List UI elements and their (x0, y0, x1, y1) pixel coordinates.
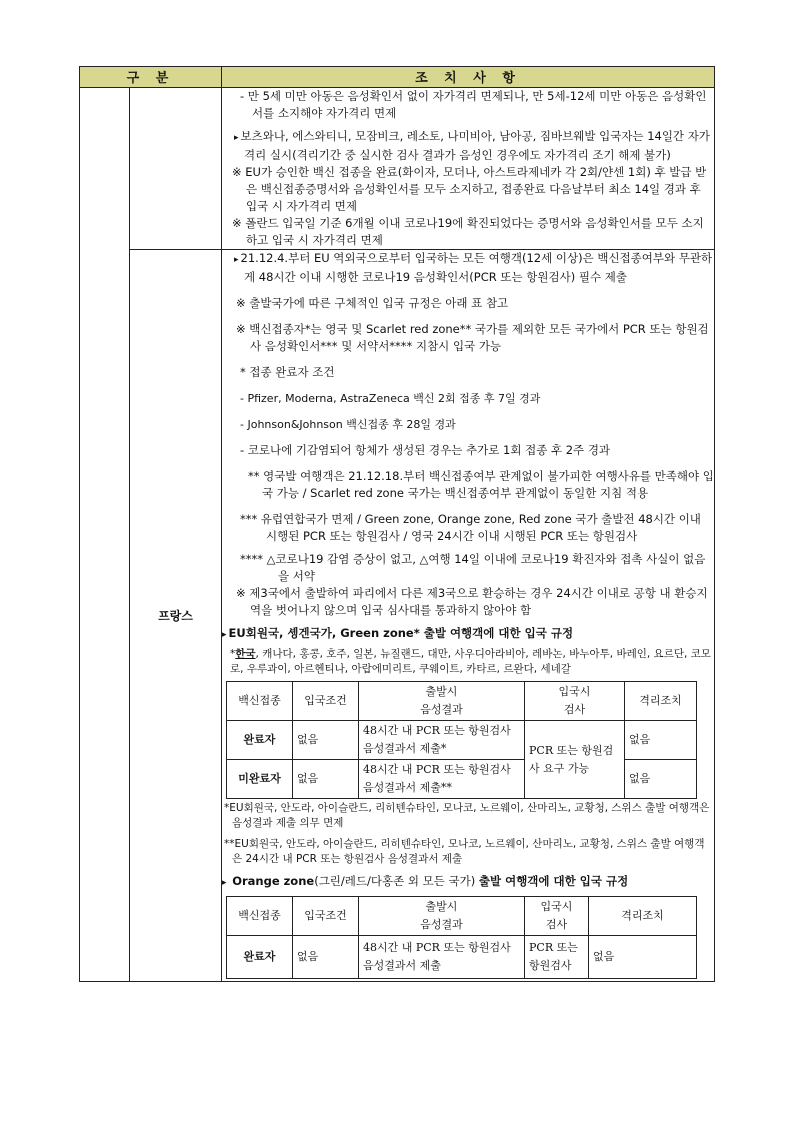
th2-quarantine: 격리조치 (589, 897, 697, 936)
cell-quarantine-1: 없음 (625, 721, 697, 760)
france-footnote-test: *** 유럽연합국가 면제 / Green zone, Orange zone, Red zone 국가 출발전 48시간 이내 시행된 PCR 또는 항원검사 / 영국 24시간 이내 시행된 PCR 또는 항원검사 (240, 512, 701, 543)
header-row (80, 67, 715, 88)
previous-measures (222, 88, 715, 250)
cell-condition-1: 없음 (293, 721, 359, 760)
measures-table (79, 66, 715, 982)
th-entry-test: 입국시 검사 (525, 682, 625, 721)
cell2-vaccinated: 완료자 (227, 936, 293, 979)
france-measures (222, 250, 715, 982)
footnote-exempt: *EU회원국, 안도라, 아이슬란드, 리히텐슈타인, 모나코, 노르웨이, 산마리노, 교황청, 스위스 출발 여행객은 음성결과 제출 의무 면제 (224, 802, 710, 829)
th2-departure-result: 출발시 음성결과 (359, 897, 525, 936)
th-vaccination: 백신접종 (227, 682, 293, 721)
southern-africa-quarantine: ▸ 보츠와나, 에스와티니, 모잠비크, 레소토, 나미비아, 남아공, 짐바브웨발 입국자는 14일간 자가격리 실시(격리기간 중 실시한 검사 결과가 음성인 경우에도 자가격리 조기 해제 불가) (222, 128, 714, 164)
cell-condition-2: 없음 (293, 760, 359, 799)
orange-table-header (227, 897, 697, 936)
th2-vaccination: 백신접종 (227, 897, 293, 936)
green-zone-table (226, 681, 697, 799)
cell-result-1: 48시간 내 PCR 또는 항원검사 음성결과서 제출* (359, 721, 525, 760)
france-intro: ▸ 21.12.4.부터 EU 역외국으로부터 입국하는 모든 여행객(12세 이상)은 백신접종여부와 무관하게 48시간 이내 시행한 코로나19 음성확인서(PCR 또는 항원검사) 필수 제출 (222, 250, 714, 286)
france-note-vaccinated: ※ 백신접종자*는 영국 및 Scarlet red zone** 국가를 제외한 모든 국가에서 PCR 또는 항원검사 음성확인서*** 및 서약서**** 지참시 입국 가능 (236, 322, 709, 353)
france-orange-title (222, 873, 714, 892)
france-cond-2: - Johnson&Johnson 백신접종 후 28일 경과 (240, 418, 456, 431)
th-departure-result: 출발시 음성결과 (359, 682, 525, 721)
cell-result-2: 48시간 내 PCR 또는 항원검사 음성결과서 제출** (359, 760, 525, 799)
green-korea: 한국 (235, 648, 256, 660)
cell-vaccinated: 완료자 (227, 721, 293, 760)
row-france (80, 250, 715, 982)
cell2-result: 48시간 내 PCR 또는 항원검사 음성결과서 제출 (359, 936, 525, 979)
cell-quarantine-2: 없음 (625, 760, 697, 799)
cell-unvaccinated: 미완료자 (227, 760, 293, 799)
green-star: * (230, 648, 236, 660)
th2-entry-condition: 입국조건 (293, 897, 359, 936)
green-rest: , 캐나다, 홍콩, 호주, 일본, 뉴질랜드, 대만, 사우디아라비아, 레바논, 바누아투, 바레인, 요르단, 코모로, 우루과이, 아르헨티나, 아랍에미리트, 쿠웨이트, 카타르, 르완다, 세네갈 (230, 648, 711, 675)
france-note-table: ※ 출발국가에 따른 구체적인 입국 규정은 아래 표 참고 (236, 296, 509, 310)
row-previous-country (80, 88, 715, 250)
cell2-quarantine: 없음 (589, 936, 697, 979)
header-category: 구 분 (80, 67, 222, 88)
france-green-countries (222, 647, 714, 677)
th2-entry-test: 입국시 검사 (525, 897, 589, 936)
eu-vaccine-exemption: ※ EU가 승인한 백신 접종을 완료(화이자, 모더나, 아스트라제네카 각 2회/얀센 1회) 후 발급 받은 백신접종증명서와 음성확인서를 모두 소지하고, 접종완료 다음날부터 최소 14일 경과 후 입국 시 자가격리 면제 (232, 165, 707, 213)
poland-recovery-exemption: ※ 폴란드 입국일 기준 6개월 이내 코로나19에 확진되었다는 증명서와 음성확인서를 모두 소지하고 입국 시 자가격리 면제 (232, 216, 704, 247)
th-entry-condition: 입국조건 (293, 682, 359, 721)
orange-zone-desc: (그린/레드/다홍존 외 모든 국가) (314, 874, 479, 888)
orange-zone-rule: 출발 여행객에 대한 입국 규정 (478, 874, 629, 888)
footnote-24h: **EU회원국, 안도라, 아이슬란드, 리히텐슈타인, 모나코, 노르웨이, 산마리노, 교황청, 스위스 출발 여행객은 24시간 내 PCR 또는 항원검사 음성결과서 제출 (224, 838, 705, 865)
france-cond-1: - Pfizer, Moderna, AstraZeneca 백신 2회 접종 후 7일 경과 (240, 392, 541, 405)
green-row-unvaccinated (227, 760, 697, 799)
france-footnote-uk: ** 영국발 여행객은 21.12.18.부터 백신접종여부 관계없이 불가피한 여행사유를 만족해야 입국 가능 / Scarlet red zone 국가는 백신접종여부 관계없이 동일한 지침 적용 (248, 469, 714, 500)
cell2-condition: 없음 (293, 936, 359, 979)
cell2-entry-test: PCR 또는 항원검사 (525, 936, 589, 979)
cell-entry-test: PCR 또는 항원검사 요구 가능 (525, 721, 625, 799)
france-note-transit: ※ 제3국에서 출발하여 파리에서 다른 제3국으로 환승하는 경우 24시간 이내로 공항 내 환승지역을 벗어나지 않으며 입국 심사대를 통과하지 않아야 함 (236, 586, 708, 617)
france-green-title: ▸ EU회원국, 솅겐국가, Green zone* 출발 여행객에 대한 입국 규정 (222, 625, 714, 644)
child-exemption: - 만 5세 미만 아동은 음성확인서 없이 자가격리 면제되나, 만 5세-12세 미만 아동은 음성확인서를 소지해야 자가격리 면제 (240, 89, 707, 120)
green-table-header (227, 682, 697, 721)
country-cell-previous (130, 88, 222, 250)
orange-row-vaccinated (227, 936, 697, 979)
document-page (79, 66, 715, 1071)
france-footnote-pledge: **** △코로나19 감염 증상이 없고, △여행 14일 이내에 코로나19 확진자와 접촉 사실이 없음을 서약 (240, 552, 706, 583)
france-cond-3: - 코로나에 기감염되어 항체가 생성된 경우는 추가로 1회 접종 후 2주 경과 (240, 443, 611, 457)
header-measures: 조 치 사 항 (222, 67, 715, 88)
region-cell (80, 88, 130, 982)
france-cond-title: * 접종 완료자 조건 (240, 365, 335, 379)
th-quarantine: 격리조치 (625, 682, 697, 721)
orange-zone-label: Orange zone (232, 874, 315, 888)
green-row-vaccinated (227, 721, 697, 760)
orange-zone-table (226, 896, 697, 979)
country-cell-france: 프랑스 (130, 250, 222, 982)
